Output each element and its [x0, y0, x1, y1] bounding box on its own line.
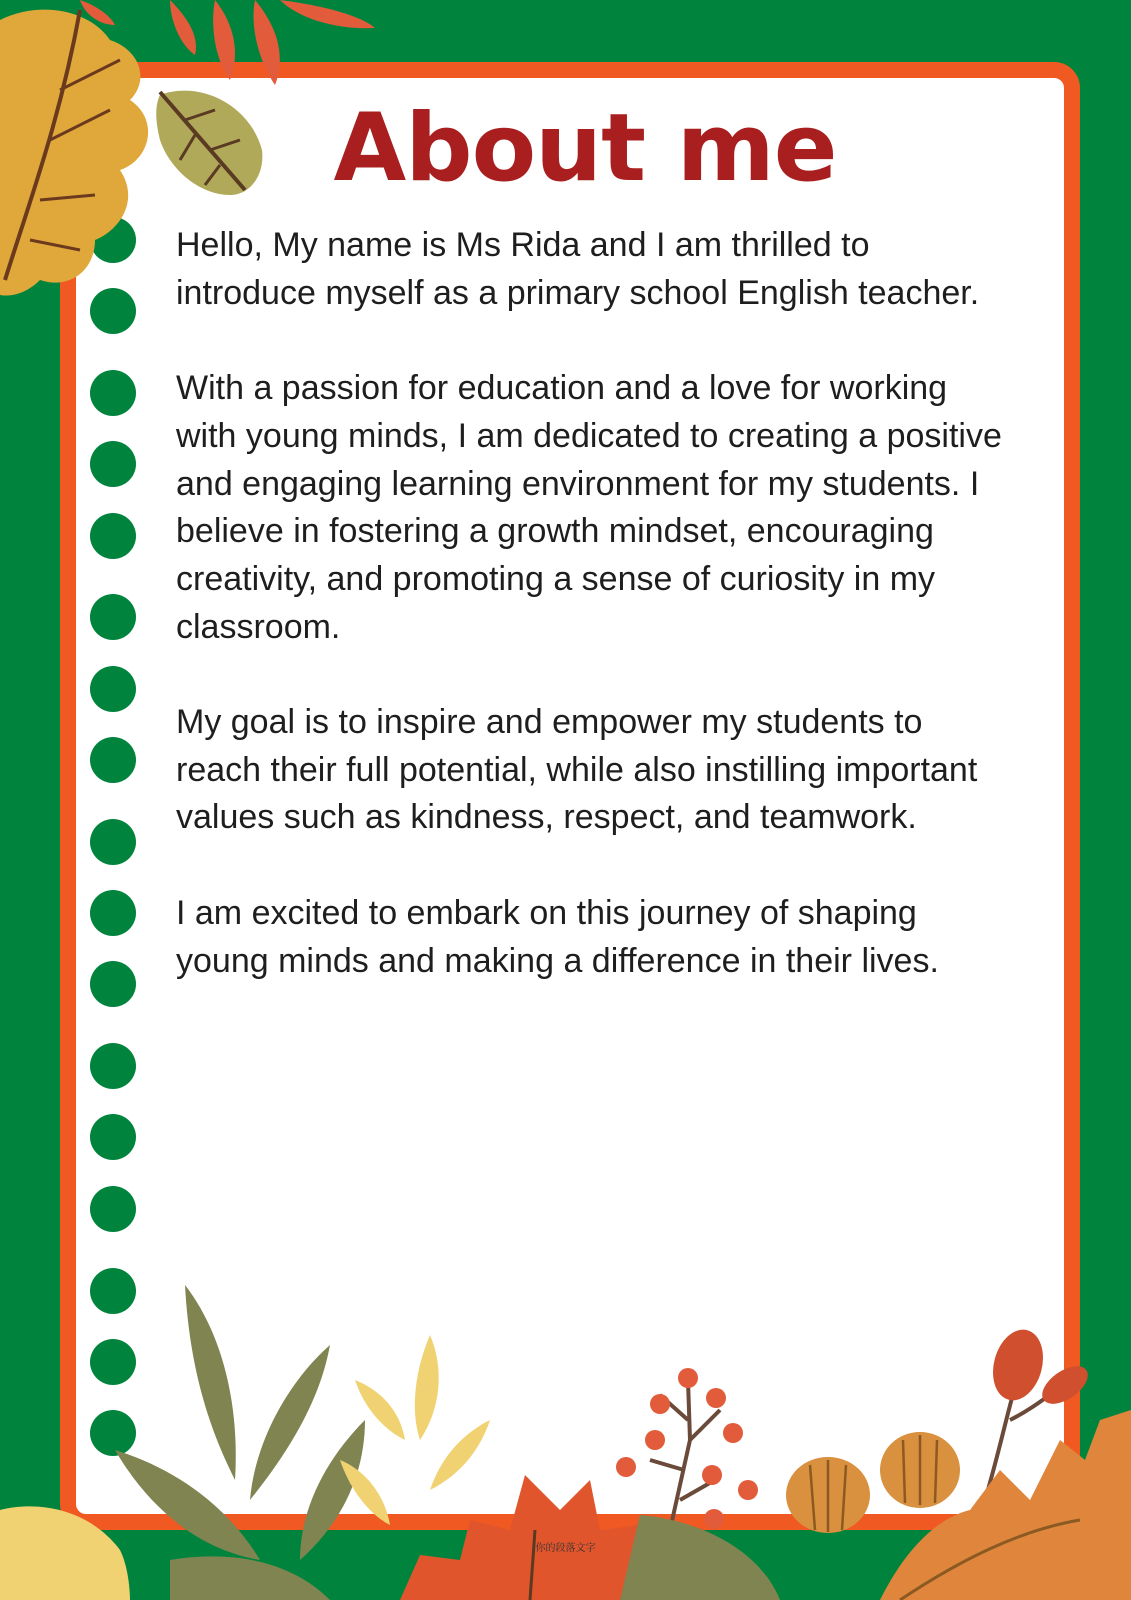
paragraph: I am excited to embark on this journey of shaping young minds and making a difference in their lives. [176, 893, 939, 980]
oak-leaf-icon [0, 10, 148, 296]
about-text [176, 222, 1016, 1033]
berry-branch-icon [616, 1368, 758, 1530]
paragraph: With a passion for education and a love for working with young minds, I am dedicated to creating a positive and engaging learning environment for my students. I believe in fostering a growth mindset, encouraging creativity, and promoting a sense of curiosity in my classroom. [176, 369, 1002, 646]
footer-text: 你的段落文字 [535, 1543, 596, 1554]
paragraph: My goal is to inspire and empower my students to reach their full potential, while also instilling important values such as kindness, respect, and teamwork. [176, 703, 978, 837]
physalis-icon [620, 1324, 1131, 1600]
page-title: About me [333, 94, 837, 203]
paragraph: Hello, My name is Ms Rida and I am thrilled to introduce myself as a primary school English teacher. [176, 226, 980, 312]
